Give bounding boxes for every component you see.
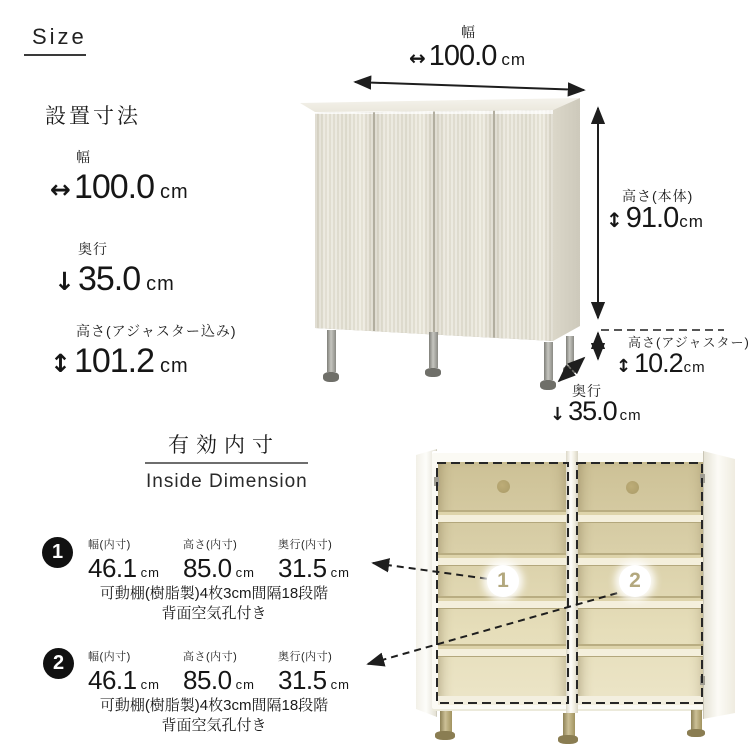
cabinet-badge-1: 1	[487, 565, 519, 597]
open-cabinet-foot	[687, 729, 705, 737]
down-arrow-icon: ↓	[54, 267, 75, 296]
inner-height	[183, 536, 278, 584]
title-underline	[24, 54, 86, 56]
install-depth-label: 奥行	[78, 241, 108, 257]
adjuster-height-number: 10.2	[634, 348, 683, 378]
closed-cabinet-foot	[425, 368, 441, 377]
inner-depth	[278, 536, 373, 584]
cabinet-badge-2: 2	[619, 565, 651, 597]
inside-dimension-heading-ja: 有効内寸	[168, 434, 280, 457]
inside-dimension-heading-en: Inside Dimension	[146, 471, 308, 492]
body-height-unit: cm	[679, 212, 704, 231]
shelf	[578, 553, 704, 566]
shelf	[578, 510, 704, 523]
diagram-depth-unit: cm	[619, 407, 642, 424]
diagram-width-value	[409, 40, 526, 73]
inner-depth-unit: cm	[330, 677, 350, 692]
vent-hole	[497, 480, 510, 493]
install-dimension-heading: 設置寸法	[45, 105, 141, 128]
up-down-arrow-icon: ↕	[606, 208, 623, 232]
install-width-number: 100.0	[73, 168, 155, 206]
diagram-depth-value	[550, 396, 642, 427]
install-height-unit: cm	[160, 355, 189, 377]
body-height-value	[606, 202, 704, 235]
left-right-arrow-icon: ↔	[409, 46, 426, 70]
section-2-badge: 2	[43, 648, 74, 679]
width-dimension-line	[355, 82, 584, 90]
inner-depth-label: 奥行(内寸)	[278, 651, 333, 663]
hinge	[700, 474, 705, 483]
left-right-arrow-icon: ↔	[50, 175, 71, 204]
section-1-vent-note: 背面空気孔付き	[161, 605, 267, 622]
vent-hole	[626, 481, 639, 494]
section-1-shelf-note: 可動棚(樹脂製)4枚3cm間隔18段階	[99, 585, 329, 602]
install-height-number: 101.2	[73, 342, 155, 380]
install-width-label: 幅	[76, 149, 91, 165]
diagram-width-number: 100.0	[428, 40, 497, 72]
install-width-unit: cm	[160, 181, 189, 203]
closed-cabinet-front-face	[315, 110, 553, 341]
install-height-label: 高さ(アジャスター込み)	[76, 323, 237, 339]
inner-depth	[278, 648, 373, 696]
body-height-label: 高さ(本体)	[622, 188, 694, 204]
hinge	[700, 676, 705, 685]
up-down-arrow-icon: ↕	[50, 349, 71, 378]
inner-depth-unit: cm	[330, 565, 350, 580]
shelf	[578, 596, 704, 609]
closed-cabinet-leg	[544, 342, 553, 380]
diagram-depth-label: 奥行	[572, 383, 602, 399]
inner-width	[88, 536, 183, 584]
body-height-number: 91.0	[625, 202, 679, 234]
section-1-badge: 1	[42, 537, 73, 568]
section-2-shelf-note: 可動棚(樹脂製)4枚3cm間隔18段階	[99, 697, 329, 714]
inner-depth-number: 31.5	[278, 553, 327, 583]
closed-cabinet-foot	[323, 372, 339, 382]
shelf	[438, 596, 566, 609]
diagram-width-label: 幅	[461, 24, 476, 40]
shelf	[578, 644, 704, 657]
closed-cabinet-side-face	[553, 96, 580, 341]
install-depth-number: 35.0	[77, 260, 141, 298]
inner-width-unit: cm	[140, 677, 160, 692]
cabinet-floor	[578, 696, 704, 705]
inner-width-number: 46.1	[88, 665, 137, 695]
inner-height-number: 85.0	[183, 553, 232, 583]
inner-width-number: 46.1	[88, 553, 137, 583]
closed-cabinet-leg	[566, 336, 574, 366]
inside-heading-divider	[145, 462, 308, 464]
closed-cabinet-leg	[429, 332, 438, 368]
adjuster-height-value	[616, 348, 706, 379]
inner-height-number: 85.0	[183, 665, 232, 695]
shelf	[438, 644, 566, 657]
cabinet-door-3	[435, 110, 493, 341]
section-2-vent-note: 背面空気孔付き	[161, 717, 267, 734]
inner-width-label: 幅(内寸)	[88, 539, 131, 551]
section-2-dimensions	[88, 648, 373, 696]
cabinet-door-2	[375, 110, 433, 341]
closed-cabinet-foot	[540, 380, 556, 390]
cabinet-door-4	[495, 110, 553, 341]
open-cabinet-foot	[558, 735, 578, 744]
page-title: Size	[32, 24, 87, 49]
open-center-doors-edge	[566, 451, 578, 713]
install-depth-unit: cm	[146, 273, 175, 295]
diagram-depth-number: 35.0	[568, 396, 617, 426]
inner-height-label: 高さ(内寸)	[183, 539, 238, 551]
down-arrow-icon: ↓	[550, 404, 566, 425]
up-down-arrow-icon: ↕	[616, 356, 632, 377]
inner-height-unit: cm	[235, 677, 255, 692]
install-height-value	[50, 342, 189, 381]
closed-cabinet-foot	[563, 366, 576, 374]
cabinet-floor	[438, 696, 566, 705]
cabinet-door-1	[315, 110, 373, 341]
inner-width-label: 幅(内寸)	[88, 651, 131, 663]
inner-depth-label: 奥行(内寸)	[278, 539, 333, 551]
inner-height	[183, 648, 278, 696]
open-right-door	[703, 449, 735, 719]
closed-cabinet-leg	[327, 330, 336, 372]
diagram-width-unit: cm	[501, 50, 527, 69]
inner-width-unit: cm	[140, 565, 160, 580]
hinge	[434, 477, 439, 486]
shelf	[438, 510, 566, 523]
adjuster-height-label: 高さ(アジャスター)	[628, 335, 750, 350]
inner-depth-number: 31.5	[278, 665, 327, 695]
inner-height-label: 高さ(内寸)	[183, 651, 238, 663]
inner-height-unit: cm	[235, 565, 255, 580]
inner-width	[88, 648, 183, 696]
install-depth-value	[54, 260, 175, 299]
open-cabinet-foot	[435, 731, 455, 740]
section-1-dimensions	[88, 536, 373, 584]
adjuster-height-unit: cm	[683, 359, 706, 376]
install-width-value	[50, 168, 189, 207]
